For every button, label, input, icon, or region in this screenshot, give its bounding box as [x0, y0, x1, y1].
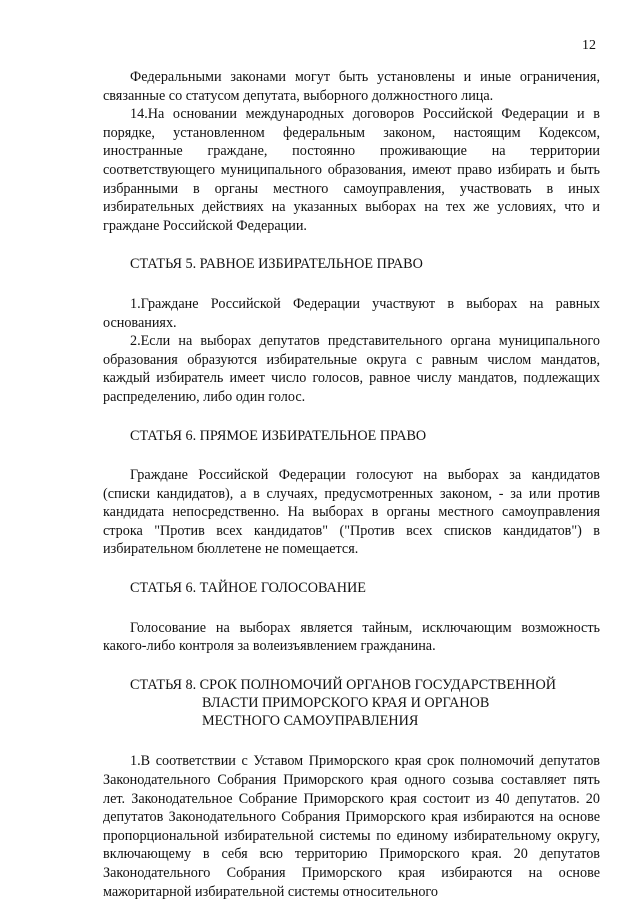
article-6-secret-heading: СТАТЬЯ 6. ТАЙНОЕ ГОЛОСОВАНИЕ [130, 580, 366, 597]
paragraph-federal-laws: Федеральными законами могут быть установлены и иные ограничения, связанные со статусом депутата, выборного должностного лица. [103, 69, 600, 104]
page-number: 12 [582, 38, 596, 53]
article-8-heading-line-3: МЕСТНОГО САМОУПРАВЛЕНИЯ [202, 713, 419, 730]
document-body [103, 68, 600, 901]
paragraph-article-8-item-1: 1.В соответствии с Уставом Приморского края срок полномочий депутатов Законодательного Собрания Приморского края одного созыва составляет пять лет. Законодательное Собрание Приморского края состоит из 40 депутатов. 20 депутатов Законодательного Собрания Приморского края избираются на основе пропорциональной избирательной системы по единому избирательному округу, включающему в себя всю территорию Приморского края. 20 депутатов Законодательного Собрания Приморского края избираются на основе мажоритарной избирательной системы относительного [103, 753, 600, 900]
paragraph-article-5-item-2: 2.Если на выборах депутатов представительного органа муниципального образования образуются избирательные округа с равным числом мандатов, каждый избиратель имеет число голосов, равное числу мандатов, подлежащих распределению, либо один голос. [103, 333, 600, 405]
article-8-heading [103, 676, 600, 731]
paragraph-article-6-direct: Граждане Российской Федерации голосуют на выборах за кандидатов (списки кандидатов), а в случаях, предусмотренных законом, - за или против кандидата непосредственно. На выборах в органы местного самоуправления строка "Против всех кандидатов" ("Против всех списков кандидатов") в избирательном бюллетене не помещается. [103, 467, 600, 558]
article-8-heading-line-2: ВЛАСТИ ПРИМОРСКОГО КРАЯ И ОРГАНОВ [202, 695, 490, 712]
article-5-heading: СТАТЬЯ 5. РАВНОЕ ИЗБИРАТЕЛЬНОЕ ПРАВО [130, 256, 423, 273]
article-8-heading-line-1: СТАТЬЯ 8. СРОК ПОЛНОМОЧИЙ ОРГАНОВ ГОСУДАРСТВЕННОЙ [130, 676, 557, 693]
article-6-direct-heading: СТАТЬЯ 6. ПРЯМОЕ ИЗБИРАТЕЛЬНОЕ ПРАВО [130, 427, 427, 444]
paragraph-item-14: 14.На основании международных договоров Российской Федерации и в порядке, установленном федеральным законом, настоящим Кодексом, иностранные граждане, постоянно проживающие на территории соответствующего муниципального образования, имеют право избирать и быть избранными в органы местного самоуправления, участвовать в иных избирательных действиях на указанных выборах на тех же условиях, что и граждане Российской Федерации. [103, 106, 600, 234]
paragraph-article-6-secret: Голосование на выборах является тайным, исключающим возможность какого-либо контроля за волеизъявлением гражданина. [103, 619, 600, 655]
paragraph-article-5-item-1: 1.Граждане Российской Федерации участвуют в выборах на равных основаниях. [103, 295, 600, 331]
